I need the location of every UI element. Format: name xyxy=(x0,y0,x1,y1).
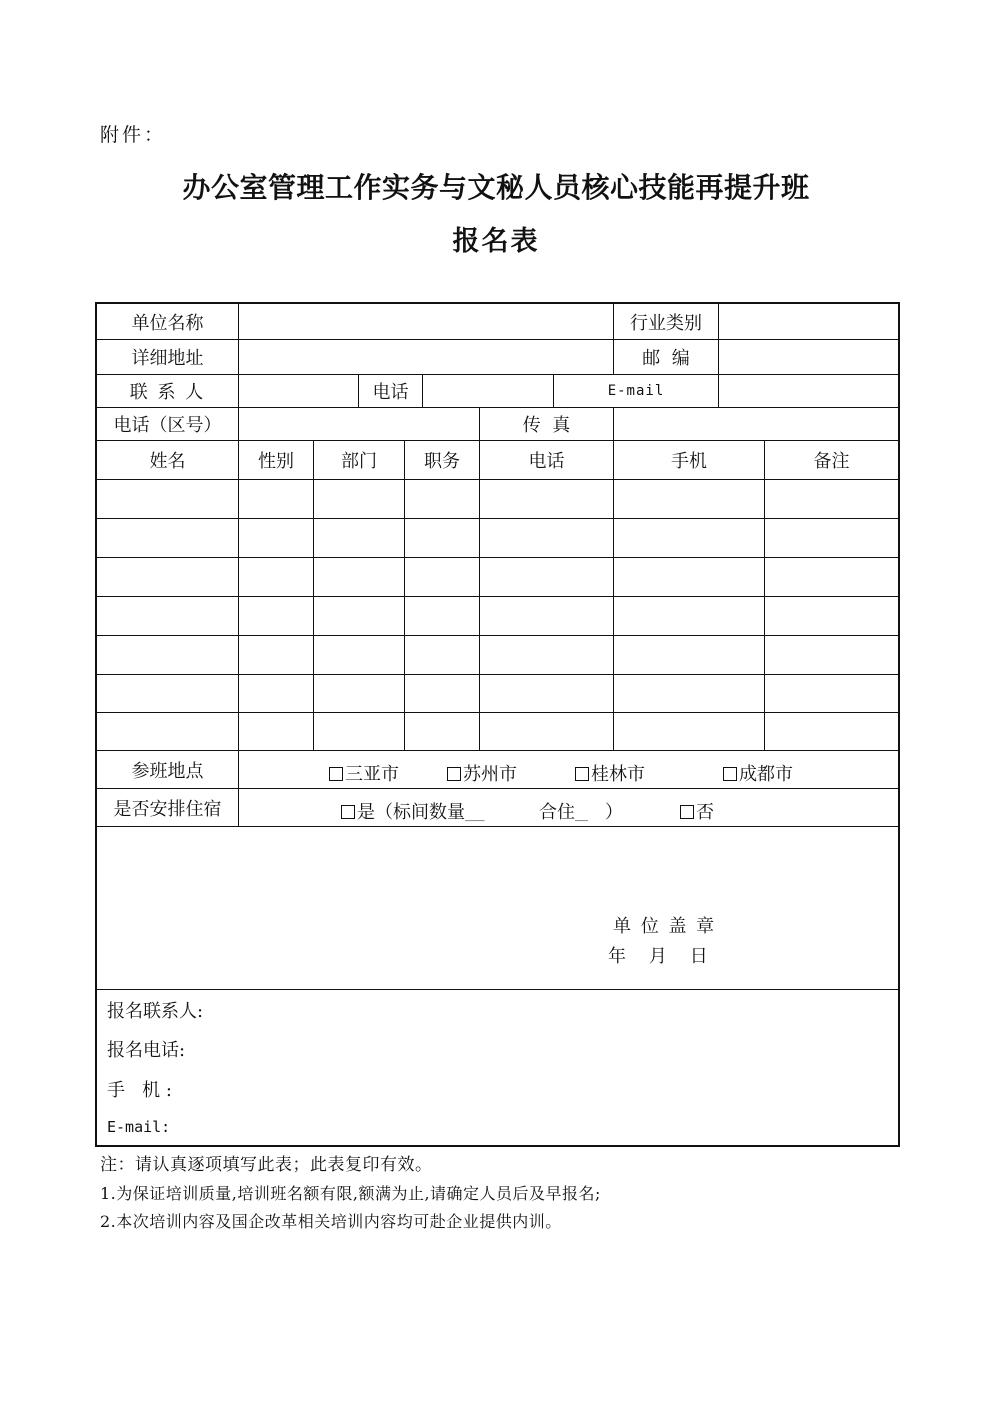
phone-label: 电话 xyxy=(372,382,409,403)
email-label: E-mail xyxy=(607,383,665,399)
industry-field[interactable] xyxy=(719,304,898,339)
checkbox-icon xyxy=(329,767,343,781)
reg-phone-label: 报名电话: xyxy=(107,1040,186,1061)
participant-cell[interactable] xyxy=(314,713,404,750)
unit-name-label: 单位名称 xyxy=(131,312,204,334)
row-divider xyxy=(97,989,898,990)
participant-cell[interactable] xyxy=(239,519,313,556)
phone-area-label: 电话（区号） xyxy=(113,415,222,436)
registration-form xyxy=(95,302,900,1147)
participant-cell[interactable] xyxy=(405,558,479,595)
participant-cell[interactable] xyxy=(239,675,313,712)
checkbox-icon xyxy=(575,767,589,781)
checkbox-icon xyxy=(680,805,694,819)
address-field[interactable] xyxy=(239,340,613,374)
participant-cell[interactable] xyxy=(765,480,898,517)
reg-contact-label: 报名联系人: xyxy=(107,1001,204,1022)
column-header-department: 部门 xyxy=(341,451,377,472)
participant-cell[interactable] xyxy=(765,713,898,750)
participant-cell[interactable] xyxy=(480,597,613,634)
participant-cell[interactable] xyxy=(765,675,898,712)
participant-cell[interactable] xyxy=(480,519,613,556)
reg-mobile-label: 手 机 : xyxy=(107,1080,172,1101)
row-divider xyxy=(97,826,898,827)
location-option-guilin[interactable]: 桂林市 xyxy=(575,760,645,786)
column-header-mobile: 手机 xyxy=(671,451,707,472)
postcode-field[interactable] xyxy=(719,340,898,374)
participant-cell[interactable] xyxy=(97,597,238,634)
participant-cell[interactable] xyxy=(480,713,613,750)
participant-cell[interactable] xyxy=(614,480,764,517)
participant-cell[interactable] xyxy=(765,636,898,673)
participant-cell[interactable] xyxy=(314,480,404,517)
industry-label: 行业类别 xyxy=(630,312,702,334)
participant-cell[interactable] xyxy=(97,675,238,712)
location-option-chengdu[interactable]: 成都市 xyxy=(723,760,793,786)
postcode-label: 邮 编 xyxy=(642,348,690,369)
participant-cell[interactable] xyxy=(405,480,479,517)
location-option-suzhou[interactable]: 苏州市 xyxy=(447,760,517,786)
address-label: 详细地址 xyxy=(131,348,204,369)
column-header-name: 姓名 xyxy=(149,451,186,472)
participant-cell[interactable] xyxy=(97,636,238,673)
participant-cell[interactable] xyxy=(239,713,313,750)
participant-cell[interactable] xyxy=(480,558,613,595)
checkbox-icon xyxy=(447,767,461,781)
participant-cell[interactable] xyxy=(405,713,479,750)
checkbox-icon xyxy=(341,805,355,819)
column-header-phone: 电话 xyxy=(528,451,565,472)
fax-label: 传 真 xyxy=(522,415,571,436)
column-header-remarks: 备注 xyxy=(813,451,850,472)
contact-person-field[interactable] xyxy=(239,375,358,407)
participant-cell[interactable] xyxy=(405,636,479,673)
participant-cell[interactable] xyxy=(239,480,313,517)
participant-cell[interactable] xyxy=(314,597,404,634)
date-label: 年 月 日 xyxy=(608,946,708,967)
participant-cell[interactable] xyxy=(765,558,898,595)
participant-cell[interactable] xyxy=(614,519,764,556)
location-option-sanya[interactable]: 三亚市 xyxy=(329,760,399,786)
participant-cell[interactable] xyxy=(314,519,404,556)
phone-field[interactable] xyxy=(423,375,553,407)
location-label: 参班地点 xyxy=(131,760,204,782)
participant-cell[interactable] xyxy=(405,519,479,556)
participant-cell[interactable] xyxy=(614,558,764,595)
checkbox-icon xyxy=(723,767,737,781)
note-line: 2.本次培训内容及国企改革相关培训内容均可赴企业提供内训。 xyxy=(100,1212,562,1231)
contact-person-label: 联 系 人 xyxy=(129,382,206,403)
participant-cell[interactable] xyxy=(480,636,613,673)
participant-cell[interactable] xyxy=(614,597,764,634)
participant-cell[interactable] xyxy=(239,636,313,673)
lodging-option-no[interactable]: 否 xyxy=(680,798,714,824)
participant-cell[interactable] xyxy=(239,597,313,634)
column-header-position: 职务 xyxy=(424,451,460,472)
note-line: 注：请认真逐项填写此表；此表复印有效。 xyxy=(100,1155,433,1175)
participant-cell[interactable] xyxy=(765,597,898,634)
participant-cell[interactable] xyxy=(480,480,613,517)
lodging-label: 是否安排住宿 xyxy=(113,798,222,820)
page-subtitle: 报名表 xyxy=(452,226,540,257)
participant-cell[interactable] xyxy=(314,636,404,673)
phone-area-field[interactable] xyxy=(239,408,479,440)
participant-cell[interactable] xyxy=(314,558,404,595)
participant-cell[interactable] xyxy=(405,675,479,712)
participant-cell[interactable] xyxy=(97,558,238,595)
unit-name-field[interactable] xyxy=(239,304,613,339)
column-header-gender: 性别 xyxy=(258,451,294,472)
participant-cell[interactable] xyxy=(614,713,764,750)
lodging-share: 合住__ xyxy=(539,802,588,823)
fax-field[interactable] xyxy=(614,408,898,440)
reg-email-label: E-mail: xyxy=(107,1118,171,1136)
participant-cell[interactable] xyxy=(405,597,479,634)
participant-cell[interactable] xyxy=(614,675,764,712)
participant-cell[interactable] xyxy=(314,675,404,712)
unit-seal-label: 单 位 盖 章 xyxy=(613,916,717,937)
note-line: 1.为保证培训质量,培训班名额有限,额满为止,请确定人员后及早报名; xyxy=(100,1184,601,1203)
participant-cell[interactable] xyxy=(97,480,238,517)
participant-cell[interactable] xyxy=(239,558,313,595)
page-title: 办公室管理工作实务与文秘人员核心技能再提升班 xyxy=(182,171,810,204)
lodging-close: ） xyxy=(605,802,623,823)
participant-cell[interactable] xyxy=(765,519,898,556)
email-field[interactable] xyxy=(719,375,898,407)
lodging-option-yes[interactable]: 是（标间数量___ xyxy=(341,798,485,824)
participant-cell[interactable] xyxy=(97,713,238,750)
participant-cell[interactable] xyxy=(480,675,613,712)
participant-cell[interactable] xyxy=(614,636,764,673)
attachment-label: 附件： xyxy=(100,124,167,146)
participant-cell[interactable] xyxy=(97,519,238,556)
